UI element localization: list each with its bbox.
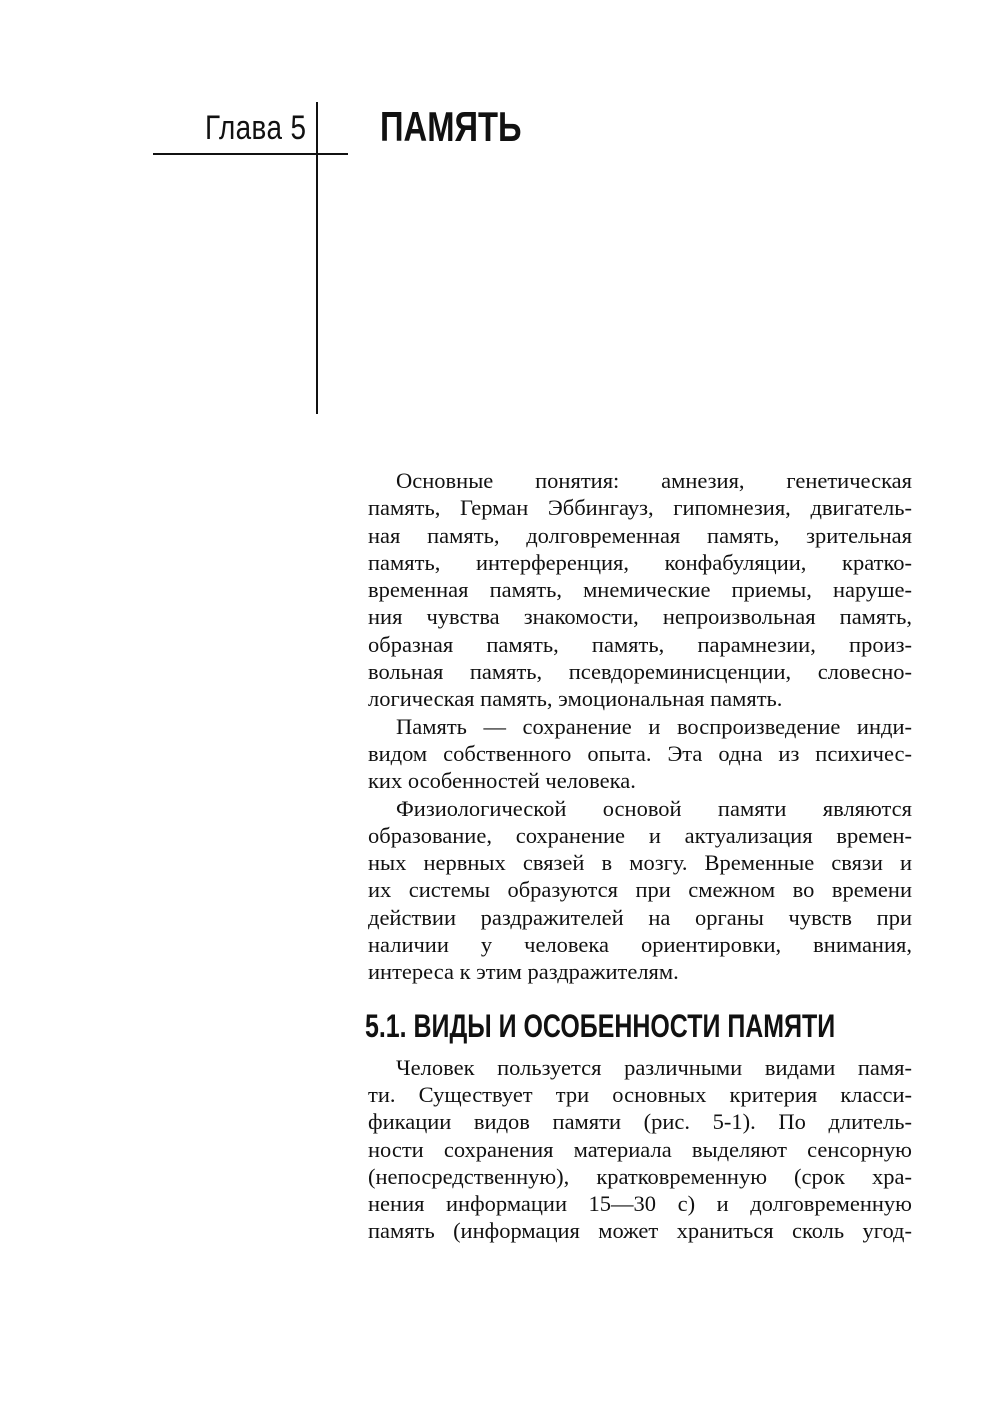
text-line: Основные понятия: амнезия, генетическая: [396, 468, 912, 493]
text-line: ных нервных связей в мозгу. Временные связи и: [368, 850, 912, 876]
text-line: образная память, память, парамнезии, произ-: [368, 631, 912, 657]
text-line: интереса к этим раздражителям.: [368, 959, 679, 985]
text-line: наличии у человека ориентировки, внимания,: [368, 932, 912, 958]
chapter-title: ПАМЯТЬ: [380, 103, 522, 150]
text-line: ких особенностей человека.: [368, 768, 636, 794]
text-line: (непосредственную), кратковременную (срок хра-: [368, 1163, 912, 1189]
text-line: ности сохранения материала выделяют сенсорную: [368, 1136, 912, 1162]
text-line: память, интерференция, конфабуляции, кратко-: [368, 549, 912, 575]
body-text: [340, 467, 912, 1245]
text-line: образование, сохранение и актуализация времен-: [368, 822, 912, 848]
text-line: их системы образуются при смежном во времени: [368, 877, 912, 903]
text-line: временная память, мнемические приемы, наруше-: [368, 577, 912, 603]
text-line: нения информации 15—30 с) и долговременную: [368, 1191, 912, 1217]
text-line: вольная память, псевдореминисценции, словесно-: [368, 659, 912, 685]
key-concepts-paragraph: [340, 467, 912, 713]
text-line: фикации видов памяти (рис. 5-1). По длитель-: [368, 1109, 912, 1135]
vertical-rule: [316, 102, 318, 414]
section-paragraph: [340, 1054, 912, 1245]
chapter-label: Глава 5: [205, 109, 307, 147]
text-line: логическая память, эмоциональная память.: [368, 686, 783, 712]
text-line: ния чувства знакомости, непроизвольная память,: [368, 604, 912, 630]
text-line: действии раздражителей на органы чувств при: [368, 904, 912, 930]
text-line: ная память, долговременная память, зрительная: [368, 522, 912, 548]
text-line: Физиологической основой памяти являются: [396, 795, 912, 821]
text-line: Человек пользуется различными видами памя-: [396, 1054, 912, 1080]
text-line: ти. Существует три основных критерия класси-: [368, 1081, 912, 1107]
text-line: память (информация может храниться сколь угод-: [368, 1218, 912, 1244]
text-line: Память — сохранение и воспроизведение инди-: [396, 713, 912, 739]
horizontal-rule: [153, 153, 348, 155]
definition-paragraph: [340, 713, 912, 795]
text-line: видом собственного опыта. Эта одна из психичес-: [368, 740, 912, 766]
section-heading: 5.1. ВИДЫ И ОСОБЕННОСТИ ПАМЯТИ: [364, 1007, 836, 1044]
text-line: память, Герман Эббингауз, гипомнезия, двигатель-: [368, 495, 912, 521]
physiology-paragraph: [340, 795, 912, 986]
